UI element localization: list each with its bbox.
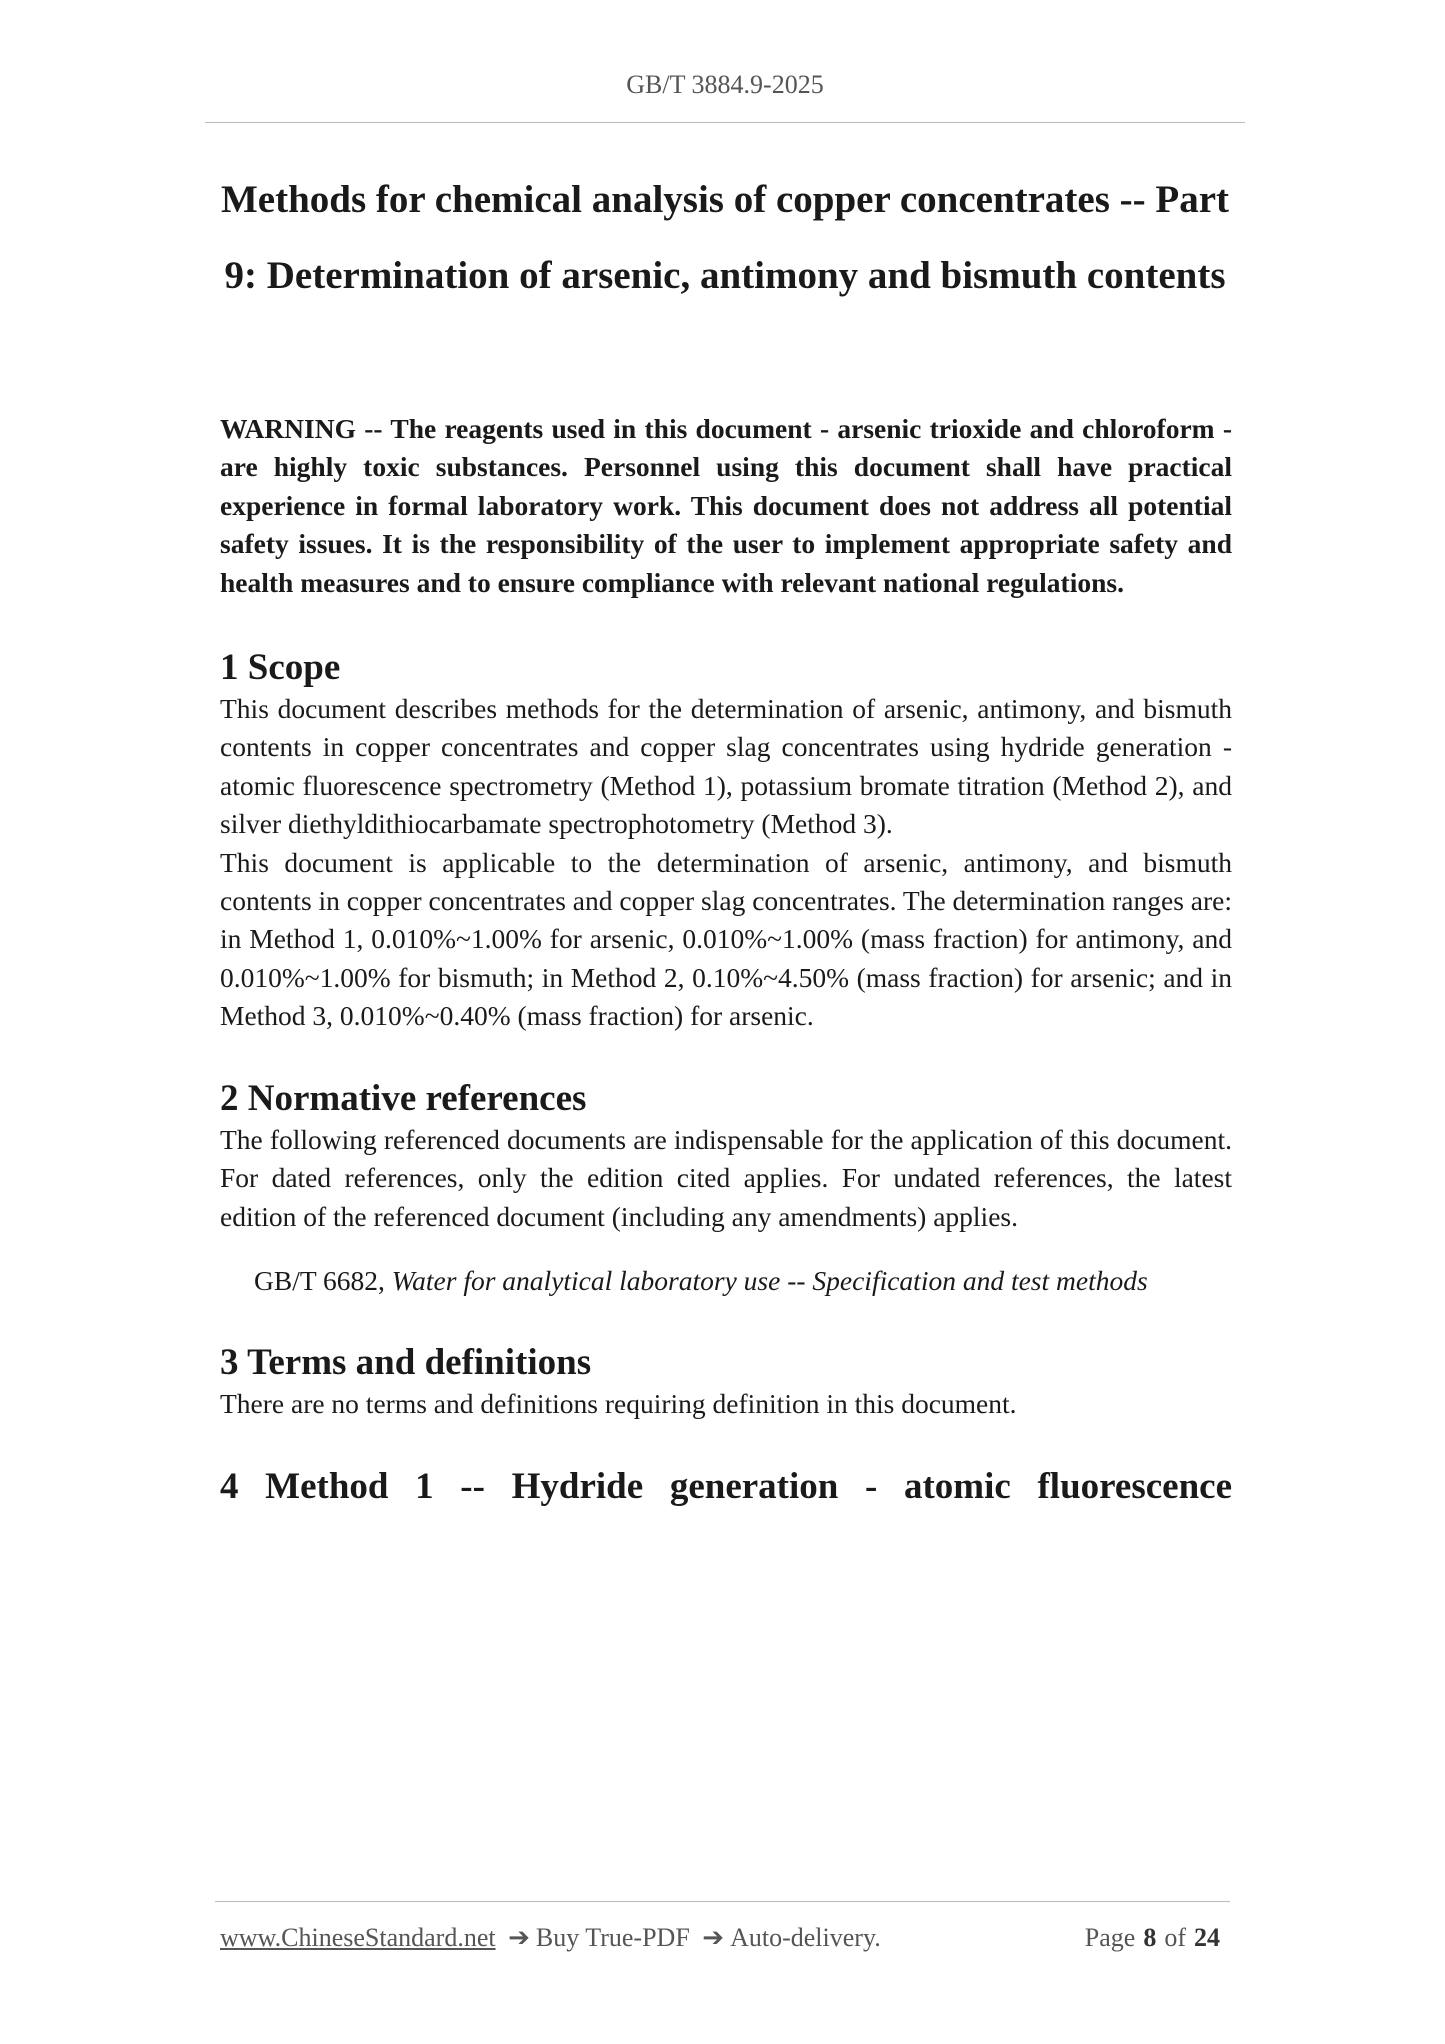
page-current: 8 (1143, 1923, 1157, 1952)
section-heading-scope: 1 Scope (220, 647, 341, 689)
warning-notice: WARNING -- The reagents used in this document - arsenic trioxide and chloroform - are highly toxic substances. Personnel using this document shall have practical experience in formal laboratory work. This document does not address all potential safety issues. It is the responsibility of the user to implement appropriate safety and health measures and to ensure compliance with relevant national regulations. (220, 413, 1232, 598)
page-label: Page (1084, 1923, 1136, 1952)
scope-paragraph-1: This document describes methods for the determination of arsenic, antimony, and bismuth contents in copper concentrates and copper slag concentrates using hydride generation - atomic fluorescence spectrometry (Method 1), potassium bromate titration (Method 2), and silver diethyldithiocarbamate spectrophotometry (Method 3). (220, 693, 1232, 840)
reference-title: Water for analytical laboratory use -- Specification and test methods (391, 1264, 1148, 1296)
header-divider (205, 122, 1245, 123)
normative-references-paragraph: The following referenced documents are indispensable for the application of this document. For dated references, only the edition cited applies. For undated references, the latest edition of the referenced document (including any amendments) applies. (220, 1123, 1232, 1232)
terms-paragraph: There are no terms and definitions requiring definition in this document. (220, 1388, 1017, 1420)
page-total: 24 (1194, 1923, 1220, 1952)
footer-left (220, 1923, 881, 1953)
document-title (205, 162, 1245, 314)
page-number (1085, 1923, 1228, 1953)
reference-code: GB/T 6682, (254, 1264, 385, 1296)
title-line-2: 9: Determination of arsenic, antimony and bismuth contents (224, 254, 1226, 297)
chinesestandard-link[interactable]: www.ChineseStandard.net (220, 1923, 496, 1952)
footer-divider (215, 1901, 1230, 1902)
document-code-header: GB/T 3884.9-2025 (626, 70, 824, 99)
section-heading-method-1: 4 Method 1 -- Hydride generation - atomic fluorescence (220, 1465, 1232, 1507)
document-body (220, 410, 1232, 1509)
title-line-1: Methods for chemical analysis of copper concentrates -- Part (220, 178, 1230, 221)
scope-paragraph-2: This document is applicable to the determination of arsenic, antimony, and bismuth contents in copper concentrates and copper slag concentrates. The determination ranges are: in Method 1, 0.010%~1.00% for arsenic, 0.010%~1.00% (mass fraction) for antimony, and 0.010%~1.00% for bismuth; in Method 2, 0.10%~4.50% (mass fraction) for arsenic; and in Method 3, 0.010%~0.40% (mass fraction) for arsenic. (220, 846, 1232, 1032)
section-heading-normative-references: 2 Normative references (220, 1077, 587, 1119)
buy-true-pdf-text: Buy True-PDF (535, 1923, 690, 1952)
right-arrow-icon: ➔ (508, 1923, 530, 1952)
reference-entry (254, 1262, 1232, 1300)
section-heading-terms: 3 Terms and definitions (220, 1342, 592, 1384)
page-of-label: of (1164, 1923, 1186, 1952)
page-footer (220, 1923, 1228, 1953)
right-arrow-icon: ➔ (702, 1923, 725, 1952)
auto-delivery-text: Auto-delivery. (730, 1923, 881, 1952)
